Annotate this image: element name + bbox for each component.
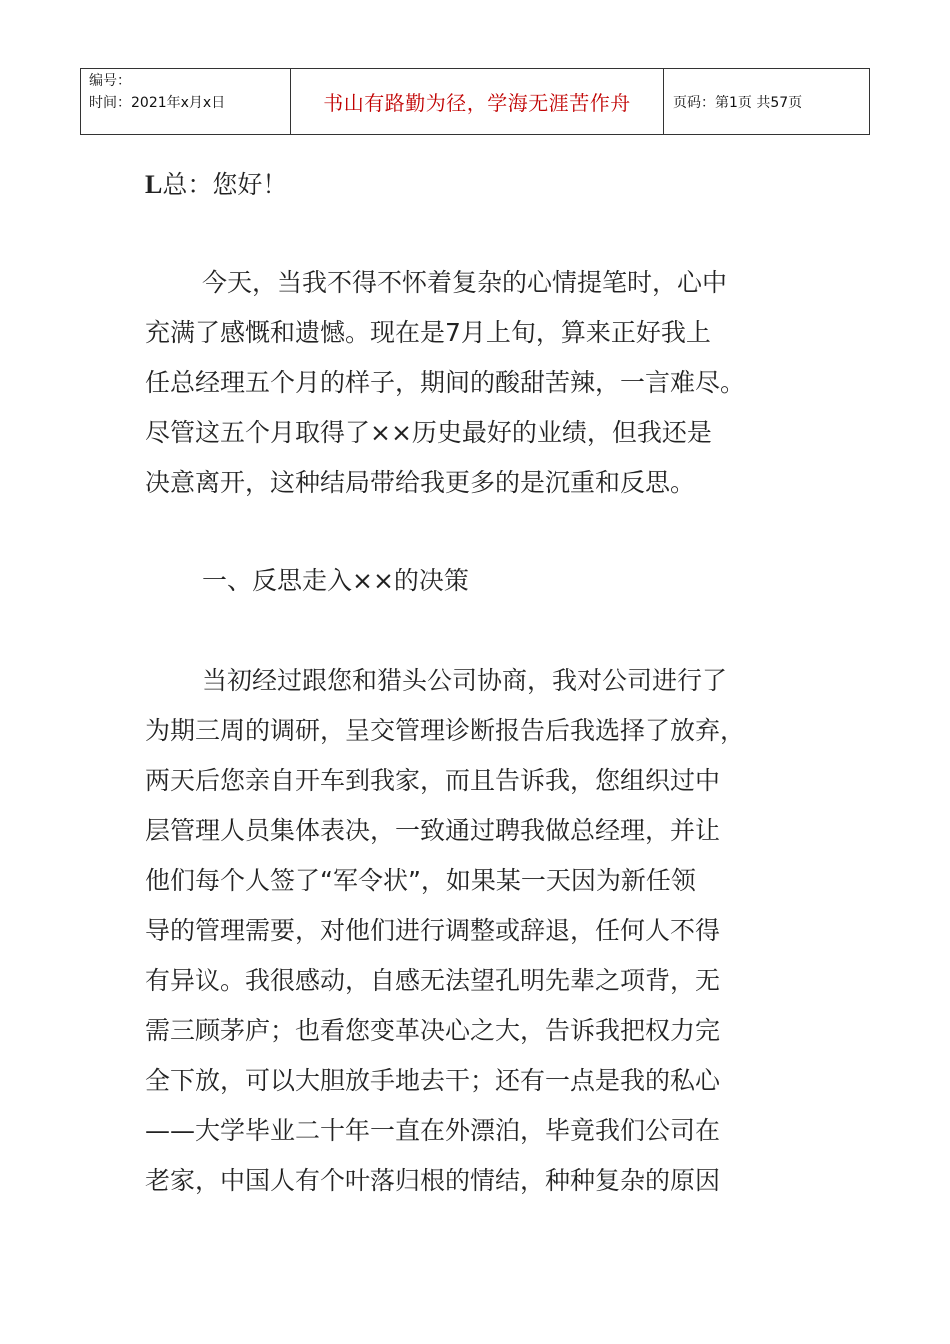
paragraph-1-line: 决意离开，这种结局带给我更多的是沉重和反思。 xyxy=(145,468,696,497)
paragraph-1 xyxy=(145,258,835,508)
header-meta-cell xyxy=(81,69,291,135)
greeting-initial: L xyxy=(145,170,163,199)
paragraph-2-line: 全下放，可以大胆放手地去干；还有一点是我的私心 xyxy=(145,1066,721,1095)
document-date-label: 时间：2021年x月x日 xyxy=(89,95,226,111)
paragraph-2-line: 导的管理需要，对他们进行调整或辞退，任何人不得 xyxy=(145,916,721,945)
paragraph-1-line: 尽管这五个月取得了××历史最好的业绩，但我还是 xyxy=(145,418,712,447)
paragraph-2-line: 当初经过跟您和猎头公司协商，我对公司进行了 xyxy=(202,666,728,695)
header-motto: 书山有路勤为径，学海无涯苦作舟 xyxy=(291,69,664,135)
page-info: 页码：第1页 共57页 xyxy=(664,69,870,135)
document-number-label: 编号： xyxy=(89,73,131,89)
paragraph-2 xyxy=(145,656,835,1206)
paragraph-1-line: 充满了感慨和遗憾。现在是7月上旬，算来正好我上 xyxy=(145,318,711,347)
paragraph-2-line: 老家，中国人有个叶落归根的情结，种种复杂的原因 xyxy=(145,1166,721,1195)
document-header xyxy=(80,68,870,135)
section-heading-text: 一、反思走入××的决策 xyxy=(202,566,469,595)
paragraph-2-line: 他们每个人签了“军令状”，如果某一天因为新任领 xyxy=(145,866,696,895)
paragraph-2-line: ——大学毕业二十年一直在外漂泊，毕竟我们公司在 xyxy=(145,1116,721,1145)
paragraph-2-line: 需三顾茅庐；也看您变革决心之大，告诉我把权力完 xyxy=(145,1016,721,1045)
section-heading-1 xyxy=(145,556,835,606)
paragraph-2-line: 两天后您亲自开车到我家，而且告诉我，您组织过中 xyxy=(145,766,721,795)
paragraph-2-line: 为期三周的调研，呈交管理诊断报告后我选择了放弃， xyxy=(145,716,746,745)
paragraph-2-line: 有异议。我很感动，自感无法望孔明先辈之项背，无 xyxy=(145,966,721,995)
letter-greeting xyxy=(145,160,835,210)
paragraph-1-line: 任总经理五个月的样子，期间的酸甜苦辣，一言难尽。 xyxy=(145,368,746,397)
greeting-text: 总：您好！ xyxy=(162,170,288,199)
paragraph-2-line: 层管理人员集体表决，一致通过聘我做总经理，并让 xyxy=(145,816,721,845)
paragraph-1-line: 今天，当我不得不怀着复杂的心情提笔时，心中 xyxy=(202,268,728,297)
